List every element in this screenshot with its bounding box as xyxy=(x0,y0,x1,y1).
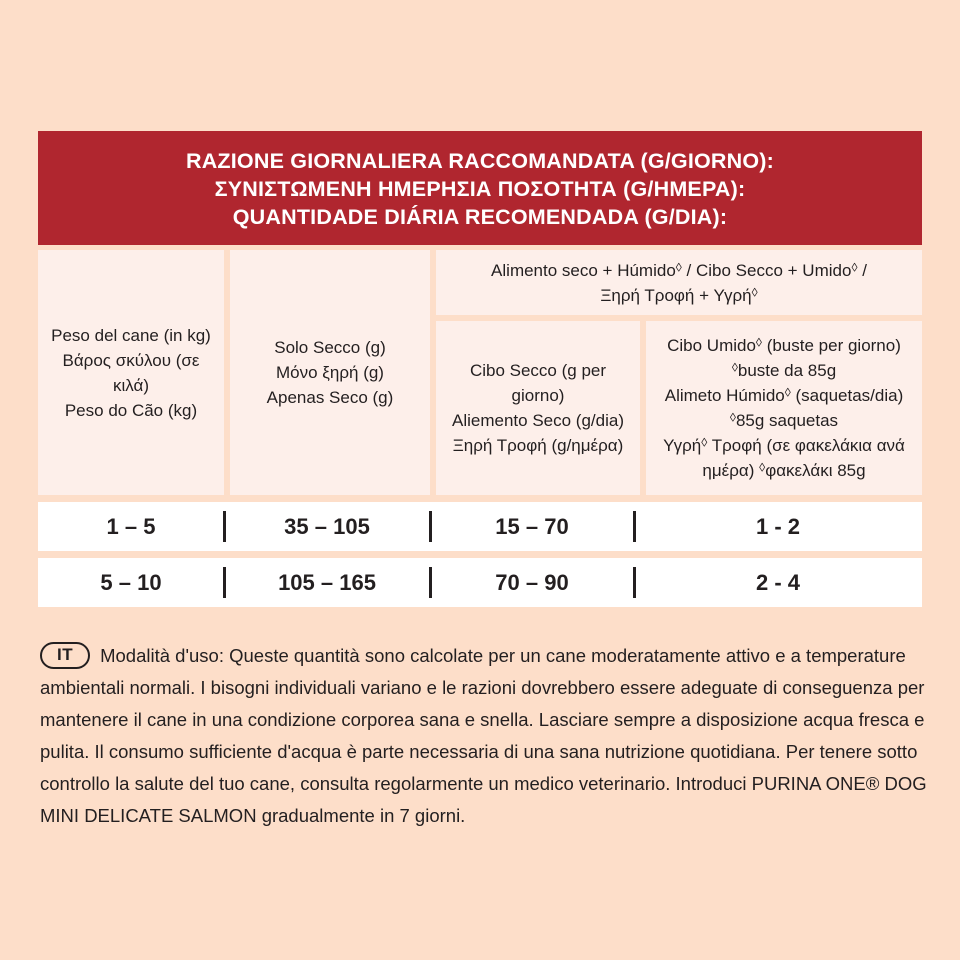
header-cell-wet-food xyxy=(646,321,922,495)
header-dry-only-it: Solo Secco (g) xyxy=(274,338,386,357)
table-row xyxy=(38,558,922,607)
diamond-marker-icon: ◊ xyxy=(729,410,736,425)
cell-wet-food: 2 - 4 xyxy=(634,558,922,607)
header-wet-food-it-sachet: buste da 85g xyxy=(737,361,837,380)
header-wet-food-pt-sachet: 85g saquetas xyxy=(735,411,839,430)
header-wet-food-pt-unit: (saquetas/dia) xyxy=(790,386,904,405)
diamond-marker-icon: ◊ xyxy=(675,259,682,274)
header-dry-food-pt: Aliemento Seco (g/dia) xyxy=(452,411,624,430)
table-row xyxy=(38,502,922,551)
table-title-band xyxy=(38,131,922,245)
header-dry-plus-wet-line2 xyxy=(491,283,867,308)
feeding-instructions-footnote xyxy=(40,640,930,832)
header-mixed-feeding-group xyxy=(436,250,922,495)
cell-weight: 5 – 10 xyxy=(100,569,162,595)
feeding-table xyxy=(38,131,922,607)
header-wet-food-line6 xyxy=(663,458,905,483)
header-dry-plus-wet-sep: / xyxy=(857,260,867,280)
header-dry-only-pt: Apenas Seco (g) xyxy=(266,388,394,407)
table-header-area xyxy=(38,250,922,495)
header-wet-food-el-sachet: φακελάκι 85g xyxy=(765,461,866,480)
header-dog-weight-pt: Peso do Cão (kg) xyxy=(64,400,198,420)
title-line-it: RAZIONE GIORNALIERA RACCOMANDATA (G/GIORNO): xyxy=(185,149,775,173)
header-wet-food-el-day: ημέρα) xyxy=(702,461,760,480)
diamond-marker-icon: ◊ xyxy=(755,335,762,350)
language-badge-it: IT xyxy=(40,642,90,669)
header-cell-dog-weight xyxy=(38,250,224,495)
header-dry-plus-wet-line1 xyxy=(491,258,867,283)
diamond-marker-icon: ◊ xyxy=(784,385,791,400)
header-wet-food-el: Υγρή xyxy=(663,436,702,455)
header-cell-dry-plus-wet xyxy=(436,250,922,315)
header-cell-dry-only xyxy=(230,250,430,495)
title-line-pt: QUANTIDADE DIÁRIA RECOMENDADA (G/DIA): xyxy=(232,205,728,229)
header-wet-food-it: Cibo Umido xyxy=(667,336,756,355)
diamond-marker-icon: ◊ xyxy=(759,460,766,475)
header-dog-weight-el: Βάρος σκύλου (σε κιλά) xyxy=(62,350,200,395)
cell-weight: 1 – 5 xyxy=(106,513,156,539)
diamond-marker-icon: ◊ xyxy=(851,259,858,274)
header-subcolumns xyxy=(436,321,922,495)
header-dry-food-el: Ξηρή Τροφή (g/ημέρα) xyxy=(452,436,624,455)
header-wet-food-line2 xyxy=(663,358,905,383)
header-wet-food-line1 xyxy=(663,333,905,358)
diamond-marker-icon: ◊ xyxy=(751,284,758,299)
header-cell-dry-food xyxy=(436,321,640,495)
header-wet-food-line4 xyxy=(663,408,905,433)
header-dry-plus-wet-el: Ξηρή Τροφή + Υγρή xyxy=(600,285,752,305)
cell-dry-only: 105 – 165 xyxy=(224,558,430,607)
header-wet-food-it-unit: (buste per giorno) xyxy=(761,336,901,355)
footnote-text: Modalità d'uso: Queste quantità sono calcolate per un cane moderatamente attivo e a temperature ambientali normali. I bisogni individuali variano e le razioni dovrebbero essere adeguate di conseguenza per mantenere il cane in una condizione corporea sana e snella. Lasciare sempre a disposizione acqua fresca e pulita. Il consumo sufficiente d'acqua è parte necessaria di una sana nutrizione quotidiana. Per tenere sotto controllo la salute del tuo cane, consulta regolarmente un medico veterinario. Introduci PURINA ONE® DOG MINI DELICATE SALMON gradualmente in 7 giorni. xyxy=(40,645,927,826)
header-dry-only-el: Μόνο ξηρή (g) xyxy=(275,363,384,382)
cell-dry-only: 35 – 105 xyxy=(224,502,430,551)
header-wet-food-line5 xyxy=(663,433,905,458)
cell-dry-food: 70 – 90 xyxy=(430,558,634,607)
header-wet-food-pt: Alimeto Húmido xyxy=(664,386,785,405)
header-dry-food-it: Cibo Secco (g per giorno) xyxy=(469,361,607,405)
title-line-el: ΣΥΝΙΣΤΩΜΕΝΗ ΗΜΕΡΗΣΙΑ ΠΟΣΟΤΗΤΑ (G/ΗΜΕΡΑ): xyxy=(214,177,746,201)
diamond-marker-icon: ◊ xyxy=(731,360,738,375)
header-dry-plus-wet-pt: Alimento seco + Húmido xyxy=(491,260,676,280)
header-dog-weight-it: Peso del cane (in kg) xyxy=(51,325,211,345)
header-wet-food-el-unit: Τροφή (σε φακελάκια ανά xyxy=(707,436,905,455)
cell-wet-food: 1 - 2 xyxy=(634,502,922,551)
header-wet-food-line3 xyxy=(663,383,905,408)
cell-dry-food: 15 – 70 xyxy=(430,502,634,551)
header-dry-plus-wet-it: / Cibo Secco + Umido xyxy=(681,260,852,280)
diamond-marker-icon: ◊ xyxy=(701,435,708,450)
